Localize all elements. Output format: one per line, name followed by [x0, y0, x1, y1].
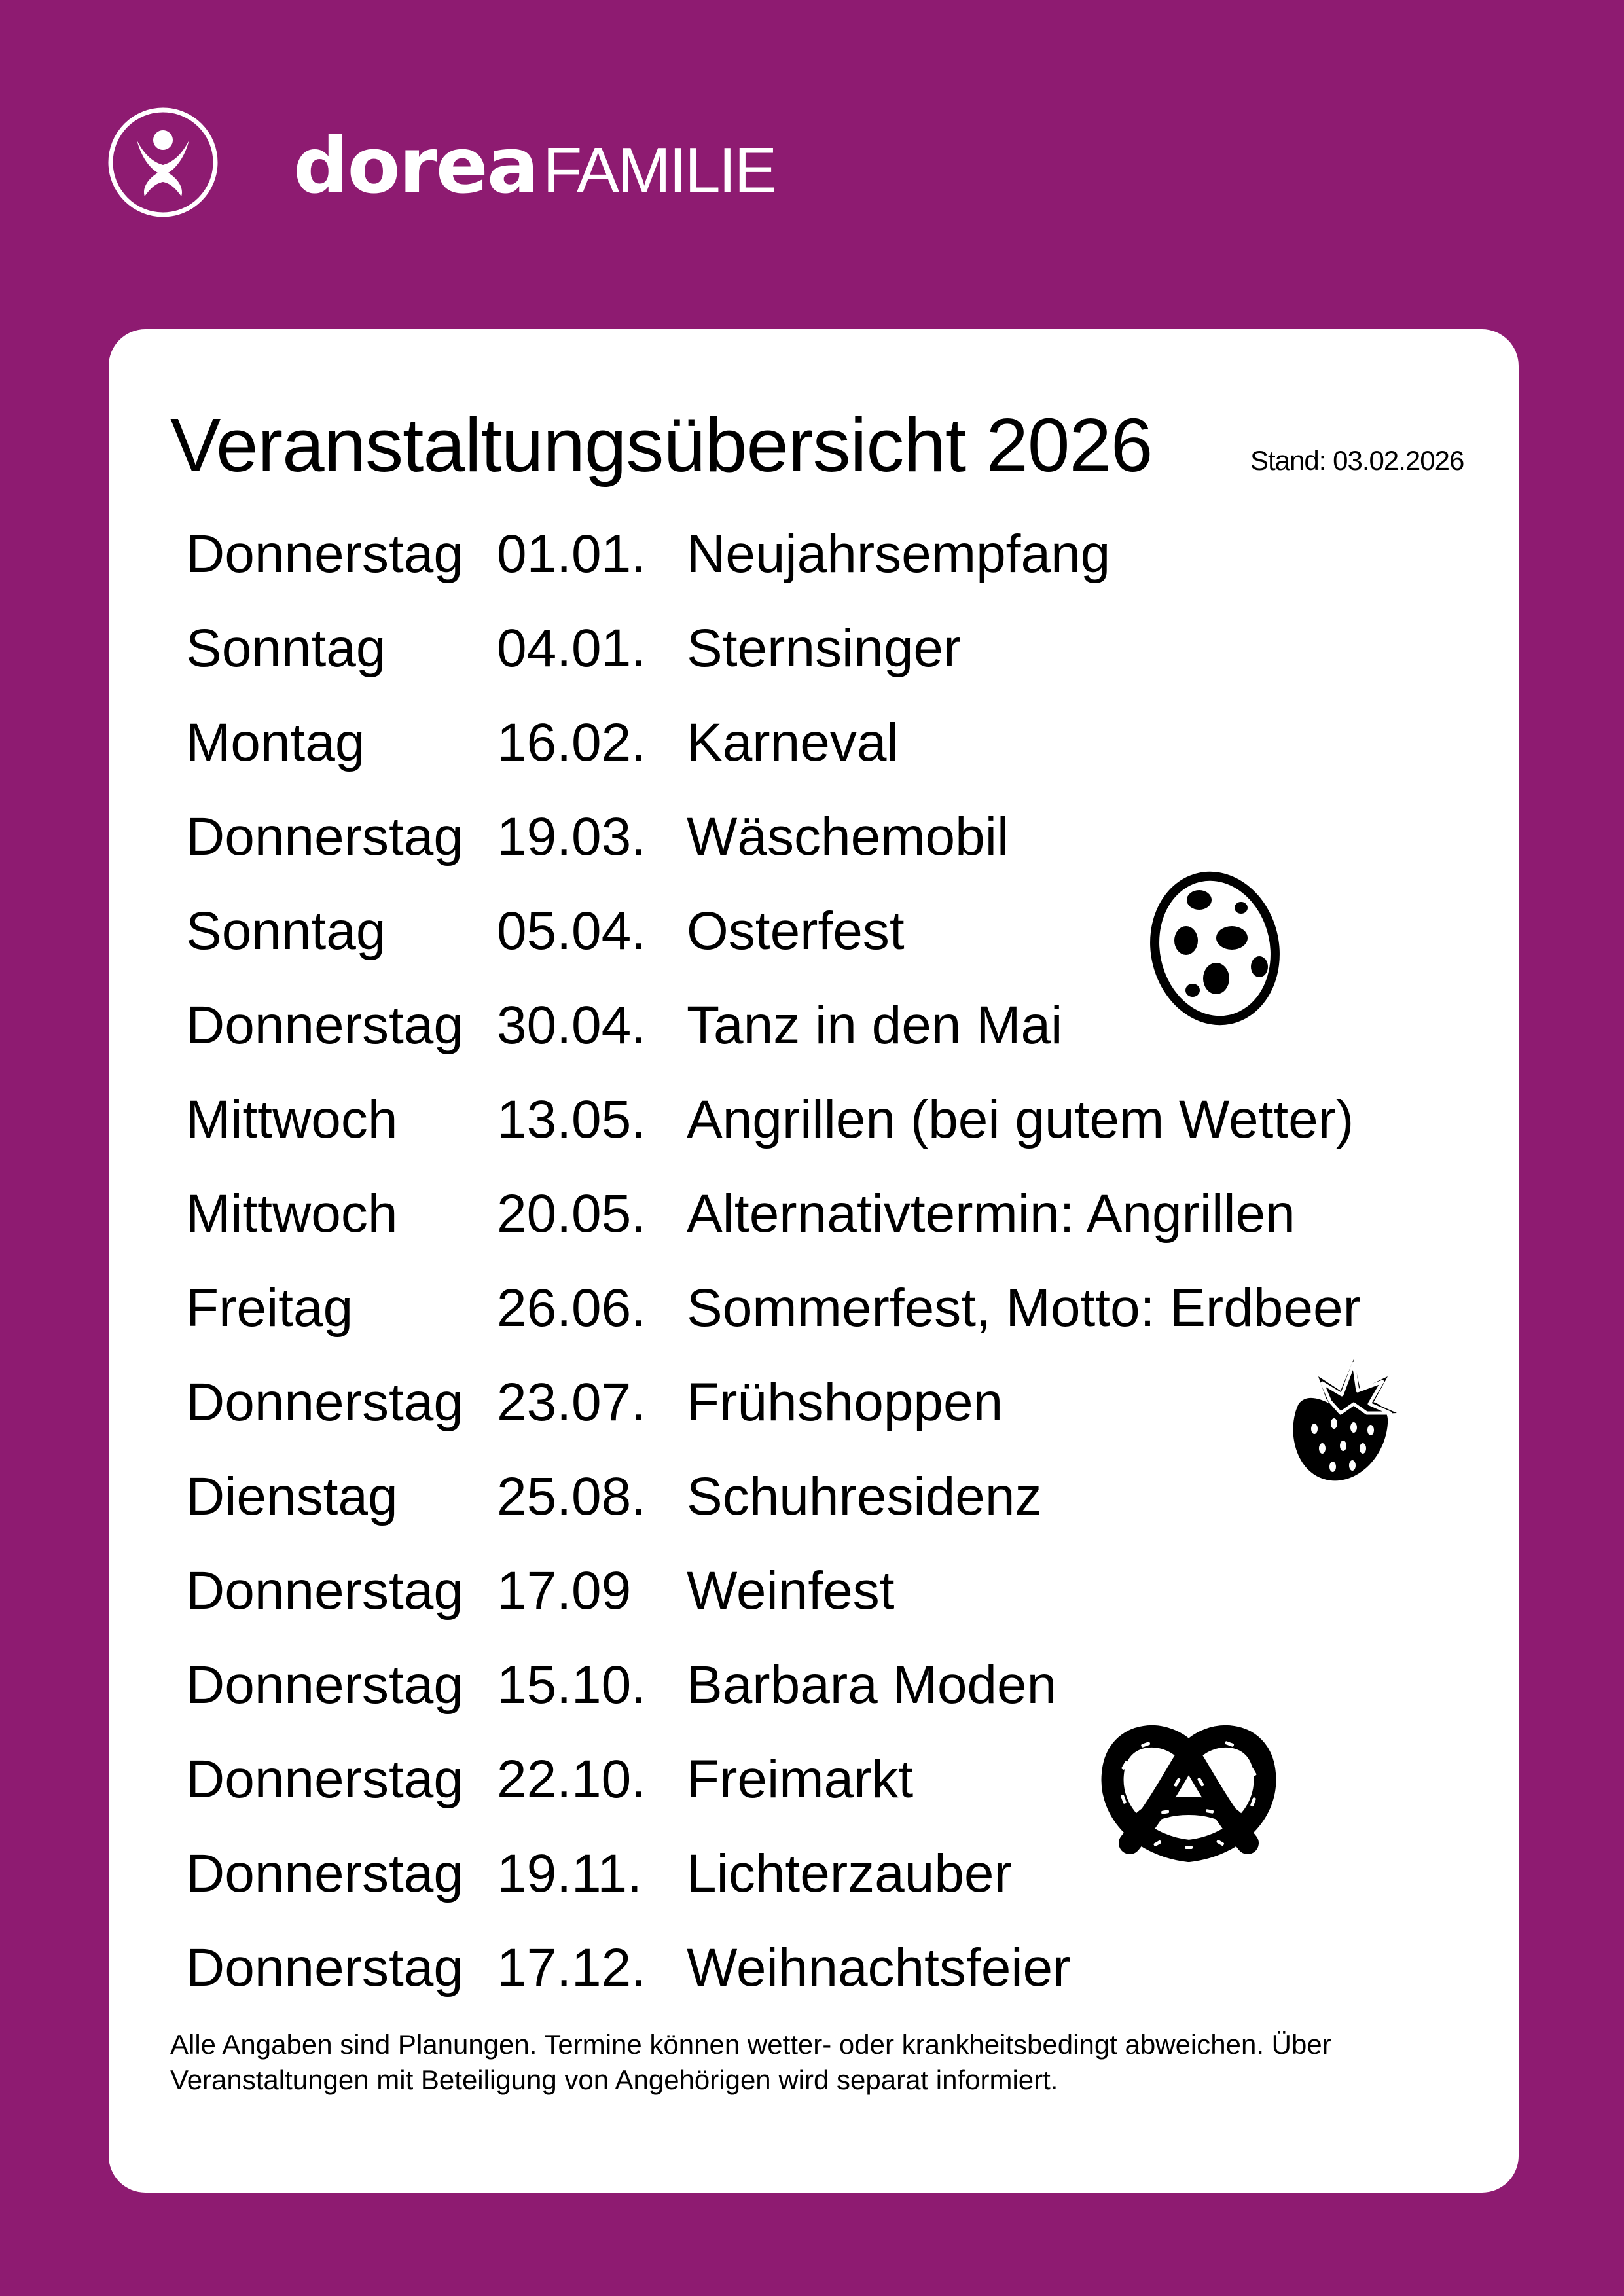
event-row	[186, 992, 1495, 1086]
event-day: Donnerstag	[186, 1749, 463, 1809]
event-date: 15.10.	[497, 1655, 646, 1715]
event-date: 17.12.	[497, 1938, 646, 1998]
event-row	[186, 615, 1495, 709]
event-row	[186, 1840, 1495, 1934]
event-name: Angrillen (bei gutem Wetter)	[687, 1090, 1354, 1149]
event-day: Montag	[186, 713, 365, 772]
stand-date: Stand: 03.02.2026	[1250, 445, 1464, 476]
event-date: 05.04.	[497, 901, 646, 961]
event-row	[186, 1180, 1495, 1274]
event-date: 25.08.	[497, 1467, 646, 1526]
event-date: 23.07.	[497, 1372, 646, 1432]
event-row	[186, 520, 1495, 615]
event-name: Tanz in den Mai	[687, 996, 1063, 1055]
brand-subtitle: FAMILIE	[543, 134, 776, 206]
event-date: 26.06.	[497, 1278, 646, 1338]
event-date: 19.11.	[497, 1844, 642, 1903]
event-row	[186, 1934, 1495, 2028]
event-row	[186, 803, 1495, 897]
event-day: Donnerstag	[186, 1844, 463, 1903]
event-day: Sonntag	[186, 619, 386, 678]
event-date: 01.01.	[497, 524, 646, 584]
event-day: Donnerstag	[186, 1372, 463, 1432]
header	[0, 0, 1624, 327]
event-date: 20.05.	[497, 1184, 646, 1244]
event-card	[109, 329, 1519, 2193]
event-name: Barbara Moden	[687, 1655, 1057, 1715]
event-day: Donnerstag	[186, 524, 463, 584]
event-row	[186, 897, 1495, 992]
event-day: Donnerstag	[186, 1655, 463, 1715]
event-name: Freimarkt	[687, 1749, 914, 1809]
event-row	[186, 1557, 1495, 1651]
event-date: 30.04.	[497, 996, 646, 1055]
dorea-person-logo-icon	[107, 106, 219, 219]
event-name: Neujahrsempfang	[687, 524, 1111, 584]
event-day: Mittwoch	[186, 1090, 398, 1149]
event-day: Donnerstag	[186, 807, 463, 867]
event-name: Sternsinger	[687, 619, 962, 678]
event-name: Lichterzauber	[687, 1844, 1012, 1903]
event-name: Schuhresidenz	[687, 1467, 1042, 1526]
event-row	[186, 1086, 1495, 1180]
event-day: Donnerstag	[186, 1561, 463, 1621]
event-name: Weihnachtsfeier	[687, 1938, 1071, 1998]
easter-egg-icon	[1143, 859, 1287, 1031]
event-date: 19.03.	[497, 807, 646, 867]
page-title: Veranstaltungsübersicht 2026	[170, 403, 1153, 488]
event-name: Karneval	[687, 713, 899, 772]
brand-wordmark	[293, 120, 775, 212]
event-row	[186, 709, 1495, 803]
event-date: 22.10.	[497, 1749, 646, 1809]
event-date: 13.05.	[497, 1090, 646, 1149]
event-day: Sonntag	[186, 901, 386, 961]
event-row	[186, 1746, 1495, 1840]
event-name: Sommerfest, Motto: Erdbeer	[687, 1278, 1361, 1338]
strawberry-icon	[1280, 1350, 1398, 1484]
footnote: Alle Angaben sind Planungen. Termine können wetter- oder krankheitsbedingt abweichen. Über Veranstaltungen mit Beteiligung von Angehörigen wird separat informiert.	[170, 2029, 1331, 2095]
event-name: Weinfest	[687, 1561, 895, 1621]
event-date: 04.01.	[497, 619, 646, 678]
event-day: Donnerstag	[186, 996, 463, 1055]
event-name: Alternativtermin: Angrillen	[687, 1184, 1295, 1244]
pretzel-icon	[1097, 1715, 1280, 1864]
event-row	[186, 1651, 1495, 1746]
event-day: Mittwoch	[186, 1184, 398, 1244]
event-day: Donnerstag	[186, 1938, 463, 1998]
event-list	[186, 520, 1495, 2028]
event-date: 17.09	[497, 1561, 632, 1621]
event-name: Frühshoppen	[687, 1372, 1003, 1432]
event-day: Dienstag	[186, 1467, 398, 1526]
event-name: Wäschemobil	[687, 807, 1009, 867]
brand-name: dorea	[293, 120, 538, 211]
event-date: 16.02.	[497, 713, 646, 772]
event-day: Freitag	[186, 1278, 353, 1338]
event-name: Osterfest	[687, 901, 905, 961]
